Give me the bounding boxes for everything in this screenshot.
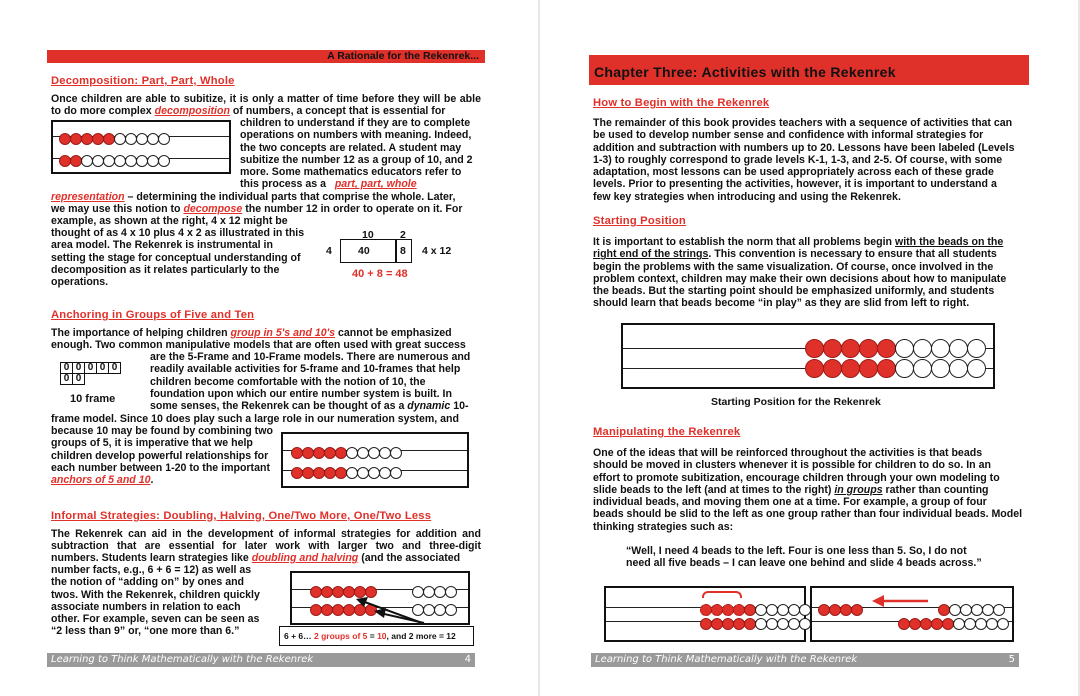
anchoring-heading: Anchoring in Groups of Five and Ten (51, 309, 255, 321)
anchoring-wrap-text: are the 5-Frame and 10-Frame models. There are numerous and readily available activities for 5-frame and 10-frames that help children become comfortable with the notion of 10, the foundation upon which our entire number system is built. In some senses, the Rekenrek can be thought of as a dynamic 10- (150, 351, 471, 413)
informal-heading: Informal Strategies: Doubling, Halving, One/Two More, One/Two Less (51, 510, 432, 522)
starting-heading: Starting Position (593, 215, 686, 227)
starting-paragraph: It is important to establish the norm that all problems begin with the beads on the right end of the strings. This convention is necessary to ensure that all students begin the problems with the same visualization. Of course, once involved in the problem context, children may make their own decisions about how to manipulate the beads. But the starting point should be emphasized uniformly, and students should learn that beads become “in play” as they are slid from left to right. (593, 236, 1007, 310)
manipulating-heading: Manipulating the Rekenrek (593, 426, 741, 438)
part-part-whole-term: part, part, whole (334, 178, 417, 191)
area-model: 10 2 4 40 8 4 x 12 40 + 8 = 48 (326, 229, 452, 280)
page-number-4: 4 (464, 654, 471, 665)
pointer-arrows (342, 583, 432, 627)
manipulating-paragraph: One of the ideas that will be reinforced throughout the activities is that beads should be moved in clusters whenever it is possible for children to do so. In an effort to promote subitization, encourage children through your own modeling to slide beads to the left (and at times to the right) in groups rather than counting individual beads, and moving them one at a time. For example, a group of four beads should be slid to the left as one group rather than four individual beads. Model thinking strategies such as: (593, 447, 1023, 533)
rekenrek-illustration-doubles (290, 571, 470, 625)
anchoring-frame-model-line: frame model. Since 10 does play such a large role in our numeration system, and (51, 413, 459, 425)
decomposition-line-example: example, as shown at the right, 4 x 12 might be (51, 215, 288, 227)
informal-line-3: numbers. Students learn strategies like doubling and halving (and the associated (51, 552, 461, 564)
bead-row-top (59, 130, 169, 148)
left-page (0, 0, 538, 696)
decomposition-line-rep: representation – determining the individual parts that comprise the whole. Later, (51, 191, 456, 203)
informal-line-1: The Rekenrek can aid in the development of informal strategies for addition and (51, 528, 481, 540)
ten-frame-illustration: 0 0 0 0 0 0 0 10 frame (60, 362, 121, 405)
slide-left-arrow-icon (870, 594, 930, 608)
begin-heading: How to Begin with the Rekenrek (593, 97, 770, 109)
rekenrek-slide-before (604, 586, 806, 642)
ten-frame-label: 10 frame (70, 393, 116, 405)
bracket-mark (702, 591, 742, 598)
left-footer: Learning to Think Mathematically with the Rekenrek 4 (47, 653, 475, 667)
decomposition-line-2: to do more complex decomposition of numbers, a concept that is essential for (51, 105, 446, 117)
rekenrek-illustration-12 (51, 120, 231, 174)
informal-line-2: subtraction that are essential for later work with larger two and three-digit (51, 540, 481, 552)
left-header-text: A Rationale for the Rekenrek... (327, 50, 479, 62)
rekenrek-starting-position (621, 323, 995, 389)
doubles-caption: 6 + 6… 2 groups of 5 = 10, and 2 more = 12 (279, 626, 474, 646)
decomposition-area-text: thought of as 4 x 10 plus 4 x 2 as illustrated in this area model. The Rekenrek is instrumental in setting the stage for conceptual understanding of decomposition as it relates particularly to the operations. (51, 227, 305, 289)
decomposition-wrap-text: children to understand if they are to complete operations on numbers with meaning. Indeed, the two concepts are related. A student may subitize the number 12 as a group of 10, and 2 more. Some mathematics educators refer to this process as a part, part, whole (240, 117, 473, 191)
decomposition-term: decomposition (154, 105, 230, 117)
right-footer: Learning to Think Mathematically with the Rekenrek 5 (591, 653, 1019, 667)
decomposition-line-use: we may use this notion to decompose the number 12 in order to operate on it. For (51, 203, 463, 215)
decomposition-heading: Decomposition: Part, Part, Whole (51, 75, 235, 87)
chapter-title: Chapter Three: Activities with the Rekenrek (594, 64, 896, 80)
anchoring-line-2: enough. Two common manipulative models that are often used with great success (51, 339, 466, 351)
anchoring-line-1: The importance of helping children group in 5's and 10's cannot be emphasized (51, 327, 452, 339)
starting-caption: Starting Position for the Rekenrek (711, 396, 881, 408)
anchoring-short-text: because 10 may be found by combining two groups of 5, it is imperative that we help children develop powerful relationships for each number between 1-20 to the important anchors of 5 and 10. (51, 425, 273, 487)
bead-row-bottom (59, 152, 169, 170)
begin-paragraph: The remainder of this book provides teachers with a sequence of activities that can be used to develop number sense and confidence with informal strategies for addition and subtraction with numbers up to 20. Lessons have been labeled (Levels 1-3) to roughly correspond to grade levels K-1, 1-3, and 2-5. Of course, with some adaptation, most lessons can be used appropriately across each of these grade levels. Prior to presenting the activities, however, it is important to understand a few key strategies when introducing and using the Rekenrek. (593, 117, 1015, 203)
area-equation: 40 + 8 = 48 (352, 268, 408, 280)
rekenrek-slide-after (810, 586, 1014, 642)
rekenrek-illustration-anchors (281, 432, 469, 488)
right-page (540, 0, 1078, 696)
thinking-quote: “Well, I need 4 beads to the left. Four is one less than 5. So, I do not need all five beads – I can leave one behind and slide 4 beads across.” (626, 545, 982, 570)
informal-wrap-text: number facts, e.g., 6 + 6 = 12) as well as the notion of “adding on” by ones and twos. With the Rekenrek, children quickly associate numbers in relation to each other. For example, seven can be seen as “2 less than 9” or, “one more than 6.” (51, 564, 260, 638)
decomposition-line-1: Once children are able to subitize, it is only a matter of time before they will be able (51, 93, 481, 105)
chapter-title-bar (589, 55, 1029, 85)
left-header-bar (47, 50, 485, 63)
page-number-5: 5 (1008, 654, 1015, 665)
